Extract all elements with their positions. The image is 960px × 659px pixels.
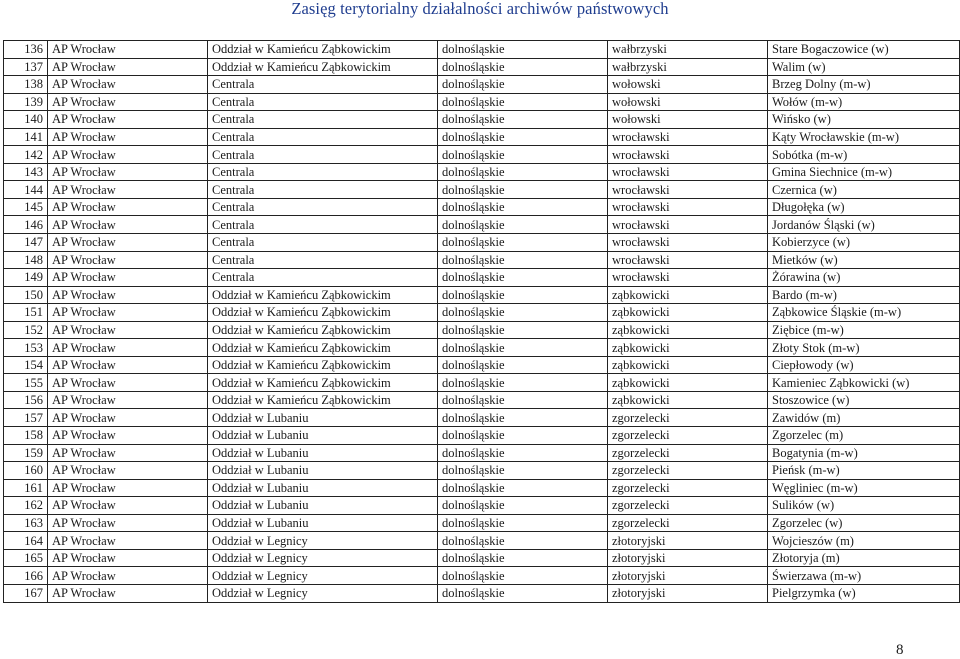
branch-cell: Centrala xyxy=(208,234,438,252)
county-cell: wrocławski xyxy=(608,181,768,199)
county-cell: wołowski xyxy=(608,76,768,94)
commune-cell: Pieńsk (m-w) xyxy=(768,462,960,480)
branch-cell: Oddział w Kamieńcu Ząbkowickim xyxy=(208,356,438,374)
branch-cell: Oddział w Lubaniu xyxy=(208,479,438,497)
row-number-cell: 149 xyxy=(4,269,48,287)
table-row xyxy=(4,427,960,445)
commune-cell: Sobótka (m-w) xyxy=(768,146,960,164)
voivodeship-cell: dolnośląskie xyxy=(438,251,608,269)
voivodeship-cell: dolnośląskie xyxy=(438,163,608,181)
row-number-cell: 155 xyxy=(4,374,48,392)
county-cell: złotoryjski xyxy=(608,584,768,602)
row-number-cell: 151 xyxy=(4,304,48,322)
commune-cell: Mietków (w) xyxy=(768,251,960,269)
commune-cell: Gmina Siechnice (m-w) xyxy=(768,163,960,181)
branch-cell: Centrala xyxy=(208,76,438,94)
table-row xyxy=(4,567,960,585)
page-number: 8 xyxy=(896,642,904,658)
archive-cell: AP Wrocław xyxy=(48,216,208,234)
branch-cell: Oddział w Lubaniu xyxy=(208,462,438,480)
archive-cell: AP Wrocław xyxy=(48,198,208,216)
archive-cell: AP Wrocław xyxy=(48,286,208,304)
commune-cell: Złoty Stok (m-w) xyxy=(768,339,960,357)
row-number-cell: 148 xyxy=(4,251,48,269)
commune-cell: Zgorzelec (m) xyxy=(768,427,960,445)
row-number-cell: 163 xyxy=(4,514,48,532)
commune-cell: Ząbkowice Śląskie (m-w) xyxy=(768,304,960,322)
branch-cell: Centrala xyxy=(208,163,438,181)
branch-cell: Oddział w Kamieńcu Ząbkowickim xyxy=(208,391,438,409)
commune-cell: Kobierzyce (w) xyxy=(768,234,960,252)
table-row xyxy=(4,198,960,216)
county-cell: złotoryjski xyxy=(608,532,768,550)
branch-cell: Centrala xyxy=(208,251,438,269)
archive-cell: AP Wrocław xyxy=(48,234,208,252)
county-cell: wrocławski xyxy=(608,269,768,287)
archive-cell: AP Wrocław xyxy=(48,93,208,111)
voivodeship-cell: dolnośląskie xyxy=(438,234,608,252)
row-number-cell: 156 xyxy=(4,391,48,409)
branch-cell: Centrala xyxy=(208,216,438,234)
branch-cell: Centrala xyxy=(208,146,438,164)
county-cell: wrocławski xyxy=(608,251,768,269)
voivodeship-cell: dolnośląskie xyxy=(438,374,608,392)
commune-cell: Zawidów (m) xyxy=(768,409,960,427)
voivodeship-cell: dolnośląskie xyxy=(438,181,608,199)
voivodeship-cell: dolnośląskie xyxy=(438,41,608,59)
row-number-cell: 167 xyxy=(4,584,48,602)
table-row xyxy=(4,41,960,59)
branch-cell: Oddział w Kamieńcu Ząbkowickim xyxy=(208,374,438,392)
table-row xyxy=(4,251,960,269)
branch-cell: Oddział w Legnicy xyxy=(208,584,438,602)
table-row xyxy=(4,304,960,322)
county-cell: zgorzelecki xyxy=(608,462,768,480)
table-row xyxy=(4,76,960,94)
archive-cell: AP Wrocław xyxy=(48,128,208,146)
table-row xyxy=(4,462,960,480)
table-row xyxy=(4,93,960,111)
archive-cell: AP Wrocław xyxy=(48,391,208,409)
row-number-cell: 140 xyxy=(4,111,48,129)
commune-cell: Kamieniec Ząbkowicki (w) xyxy=(768,374,960,392)
branch-cell: Oddział w Kamieńcu Ząbkowickim xyxy=(208,304,438,322)
table-row xyxy=(4,163,960,181)
voivodeship-cell: dolnośląskie xyxy=(438,286,608,304)
branch-cell: Oddział w Lubaniu xyxy=(208,514,438,532)
commune-cell: Brzeg Dolny (m-w) xyxy=(768,76,960,94)
row-number-cell: 144 xyxy=(4,181,48,199)
row-number-cell: 159 xyxy=(4,444,48,462)
county-cell: wrocławski xyxy=(608,163,768,181)
table-row xyxy=(4,356,960,374)
row-number-cell: 157 xyxy=(4,409,48,427)
branch-cell: Centrala xyxy=(208,111,438,129)
table-row xyxy=(4,497,960,515)
branch-cell: Oddział w Kamieńcu Ząbkowickim xyxy=(208,339,438,357)
commune-cell: Bardo (m-w) xyxy=(768,286,960,304)
table-row xyxy=(4,549,960,567)
county-cell: zgorzelecki xyxy=(608,497,768,515)
voivodeship-cell: dolnośląskie xyxy=(438,128,608,146)
county-cell: wrocławski xyxy=(608,198,768,216)
branch-cell: Oddział w Lubaniu xyxy=(208,409,438,427)
county-cell: wrocławski xyxy=(608,146,768,164)
row-number-cell: 147 xyxy=(4,234,48,252)
archive-cell: AP Wrocław xyxy=(48,444,208,462)
commune-cell: Pielgrzymka (w) xyxy=(768,584,960,602)
row-number-cell: 138 xyxy=(4,76,48,94)
commune-cell: Kąty Wrocławskie (m-w) xyxy=(768,128,960,146)
row-number-cell: 143 xyxy=(4,163,48,181)
table-row xyxy=(4,286,960,304)
commune-cell: Sulików (w) xyxy=(768,497,960,515)
archive-cell: AP Wrocław xyxy=(48,163,208,181)
commune-cell: Walim (w) xyxy=(768,58,960,76)
branch-cell: Oddział w Legnicy xyxy=(208,567,438,585)
county-cell: ząbkowicki xyxy=(608,391,768,409)
county-cell: ząbkowicki xyxy=(608,339,768,357)
county-cell: ząbkowicki xyxy=(608,374,768,392)
row-number-cell: 154 xyxy=(4,356,48,374)
branch-cell: Oddział w Legnicy xyxy=(208,549,438,567)
row-number-cell: 164 xyxy=(4,532,48,550)
archive-cell: AP Wrocław xyxy=(48,374,208,392)
county-cell: ząbkowicki xyxy=(608,304,768,322)
commune-cell: Stoszowice (w) xyxy=(768,391,960,409)
row-number-cell: 142 xyxy=(4,146,48,164)
voivodeship-cell: dolnośląskie xyxy=(438,216,608,234)
voivodeship-cell: dolnośląskie xyxy=(438,462,608,480)
commune-cell: Jordanów Śląski (w) xyxy=(768,216,960,234)
row-number-cell: 160 xyxy=(4,462,48,480)
row-number-cell: 165 xyxy=(4,549,48,567)
county-cell: zgorzelecki xyxy=(608,514,768,532)
table-row xyxy=(4,146,960,164)
table-row xyxy=(4,58,960,76)
voivodeship-cell: dolnośląskie xyxy=(438,444,608,462)
table-row xyxy=(4,216,960,234)
table-row xyxy=(4,479,960,497)
commune-cell: Węgliniec (m-w) xyxy=(768,479,960,497)
county-cell: zgorzelecki xyxy=(608,427,768,445)
archive-cell: AP Wrocław xyxy=(48,146,208,164)
voivodeship-cell: dolnośląskie xyxy=(438,58,608,76)
county-cell: zgorzelecki xyxy=(608,409,768,427)
archive-cell: AP Wrocław xyxy=(48,532,208,550)
row-number-cell: 137 xyxy=(4,58,48,76)
voivodeship-cell: dolnośląskie xyxy=(438,146,608,164)
row-number-cell: 152 xyxy=(4,321,48,339)
archive-cell: AP Wrocław xyxy=(48,76,208,94)
county-cell: ząbkowicki xyxy=(608,321,768,339)
table-row xyxy=(4,532,960,550)
row-number-cell: 162 xyxy=(4,497,48,515)
archive-cell: AP Wrocław xyxy=(48,479,208,497)
branch-cell: Centrala xyxy=(208,93,438,111)
archive-cell: AP Wrocław xyxy=(48,567,208,585)
voivodeship-cell: dolnośląskie xyxy=(438,321,608,339)
table-row xyxy=(4,391,960,409)
row-number-cell: 150 xyxy=(4,286,48,304)
archive-cell: AP Wrocław xyxy=(48,111,208,129)
commune-cell: Ciepłowody (w) xyxy=(768,356,960,374)
voivodeship-cell: dolnośląskie xyxy=(438,269,608,287)
archive-cell: AP Wrocław xyxy=(48,356,208,374)
archive-cell: AP Wrocław xyxy=(48,339,208,357)
branch-cell: Oddział w Kamieńcu Ząbkowickim xyxy=(208,321,438,339)
row-number-cell: 146 xyxy=(4,216,48,234)
table-row xyxy=(4,128,960,146)
branch-cell: Centrala xyxy=(208,198,438,216)
branch-cell: Oddział w Kamieńcu Ząbkowickim xyxy=(208,41,438,59)
table-row xyxy=(4,269,960,287)
commune-cell: Ziębice (m-w) xyxy=(768,321,960,339)
branch-cell: Centrala xyxy=(208,128,438,146)
archive-cell: AP Wrocław xyxy=(48,58,208,76)
voivodeship-cell: dolnośląskie xyxy=(438,584,608,602)
commune-cell: Czernica (w) xyxy=(768,181,960,199)
row-number-cell: 139 xyxy=(4,93,48,111)
page-title: Zasięg terytorialny działalności archiwów państwowych xyxy=(291,0,669,18)
table-row xyxy=(4,339,960,357)
table-row xyxy=(4,514,960,532)
archive-cell: AP Wrocław xyxy=(48,321,208,339)
commune-cell: Zgorzelec (w) xyxy=(768,514,960,532)
archive-cell: AP Wrocław xyxy=(48,514,208,532)
county-cell: wrocławski xyxy=(608,234,768,252)
archive-cell: AP Wrocław xyxy=(48,251,208,269)
county-cell: złotoryjski xyxy=(608,567,768,585)
voivodeship-cell: dolnośląskie xyxy=(438,93,608,111)
row-number-cell: 145 xyxy=(4,198,48,216)
commune-cell: Żórawina (w) xyxy=(768,269,960,287)
county-cell: zgorzelecki xyxy=(608,444,768,462)
county-cell: wrocławski xyxy=(608,216,768,234)
county-cell: ząbkowicki xyxy=(608,356,768,374)
archive-cell: AP Wrocław xyxy=(48,549,208,567)
commune-cell: Świerzawa (m-w) xyxy=(768,567,960,585)
table-row xyxy=(4,584,960,602)
commune-cell: Bogatynia (m-w) xyxy=(768,444,960,462)
branch-cell: Oddział w Lubaniu xyxy=(208,444,438,462)
voivodeship-cell: dolnośląskie xyxy=(438,567,608,585)
voivodeship-cell: dolnośląskie xyxy=(438,409,608,427)
archive-cell: AP Wrocław xyxy=(48,462,208,480)
archive-cell: AP Wrocław xyxy=(48,497,208,515)
voivodeship-cell: dolnośląskie xyxy=(438,497,608,515)
row-number-cell: 166 xyxy=(4,567,48,585)
table-row xyxy=(4,374,960,392)
commune-cell: Złotoryja (m) xyxy=(768,549,960,567)
branch-cell: Oddział w Legnicy xyxy=(208,532,438,550)
archive-cell: AP Wrocław xyxy=(48,181,208,199)
branch-cell: Oddział w Kamieńcu Ząbkowickim xyxy=(208,58,438,76)
county-cell: wołowski xyxy=(608,93,768,111)
voivodeship-cell: dolnośląskie xyxy=(438,532,608,550)
voivodeship-cell: dolnośląskie xyxy=(438,198,608,216)
commune-cell: Wińsko (w) xyxy=(768,111,960,129)
row-number-cell: 158 xyxy=(4,427,48,445)
branch-cell: Centrala xyxy=(208,181,438,199)
county-cell: zgorzelecki xyxy=(608,479,768,497)
county-cell: wałbrzyski xyxy=(608,58,768,76)
voivodeship-cell: dolnośląskie xyxy=(438,549,608,567)
county-cell: wałbrzyski xyxy=(608,41,768,59)
county-cell: złotoryjski xyxy=(608,549,768,567)
commune-cell: Wojcieszów (m) xyxy=(768,532,960,550)
archive-cell: AP Wrocław xyxy=(48,584,208,602)
table-row xyxy=(4,321,960,339)
table-row xyxy=(4,234,960,252)
row-number-cell: 136 xyxy=(4,41,48,59)
branch-cell: Oddział w Lubaniu xyxy=(208,497,438,515)
archive-cell: AP Wrocław xyxy=(48,409,208,427)
archive-cell: AP Wrocław xyxy=(48,269,208,287)
table-body xyxy=(4,41,960,603)
archive-cell: AP Wrocław xyxy=(48,304,208,322)
county-cell: wołowski xyxy=(608,111,768,129)
county-cell: wrocławski xyxy=(608,128,768,146)
table-row xyxy=(4,444,960,462)
voivodeship-cell: dolnośląskie xyxy=(438,76,608,94)
table-row xyxy=(4,181,960,199)
branch-cell: Oddział w Lubaniu xyxy=(208,427,438,445)
row-number-cell: 161 xyxy=(4,479,48,497)
commune-cell: Stare Bogaczowice (w) xyxy=(768,41,960,59)
table-row xyxy=(4,409,960,427)
table-row xyxy=(4,111,960,129)
archive-table xyxy=(3,40,960,603)
voivodeship-cell: dolnośląskie xyxy=(438,514,608,532)
voivodeship-cell: dolnośląskie xyxy=(438,427,608,445)
commune-cell: Wołów (m-w) xyxy=(768,93,960,111)
archive-cell: AP Wrocław xyxy=(48,41,208,59)
commune-cell: Długołęka (w) xyxy=(768,198,960,216)
voivodeship-cell: dolnośląskie xyxy=(438,356,608,374)
row-number-cell: 141 xyxy=(4,128,48,146)
branch-cell: Oddział w Kamieńcu Ząbkowickim xyxy=(208,286,438,304)
voivodeship-cell: dolnośląskie xyxy=(438,304,608,322)
archive-cell: AP Wrocław xyxy=(48,427,208,445)
voivodeship-cell: dolnośląskie xyxy=(438,339,608,357)
voivodeship-cell: dolnośląskie xyxy=(438,391,608,409)
voivodeship-cell: dolnośląskie xyxy=(438,111,608,129)
voivodeship-cell: dolnośląskie xyxy=(438,479,608,497)
county-cell: ząbkowicki xyxy=(608,286,768,304)
row-number-cell: 153 xyxy=(4,339,48,357)
branch-cell: Centrala xyxy=(208,269,438,287)
